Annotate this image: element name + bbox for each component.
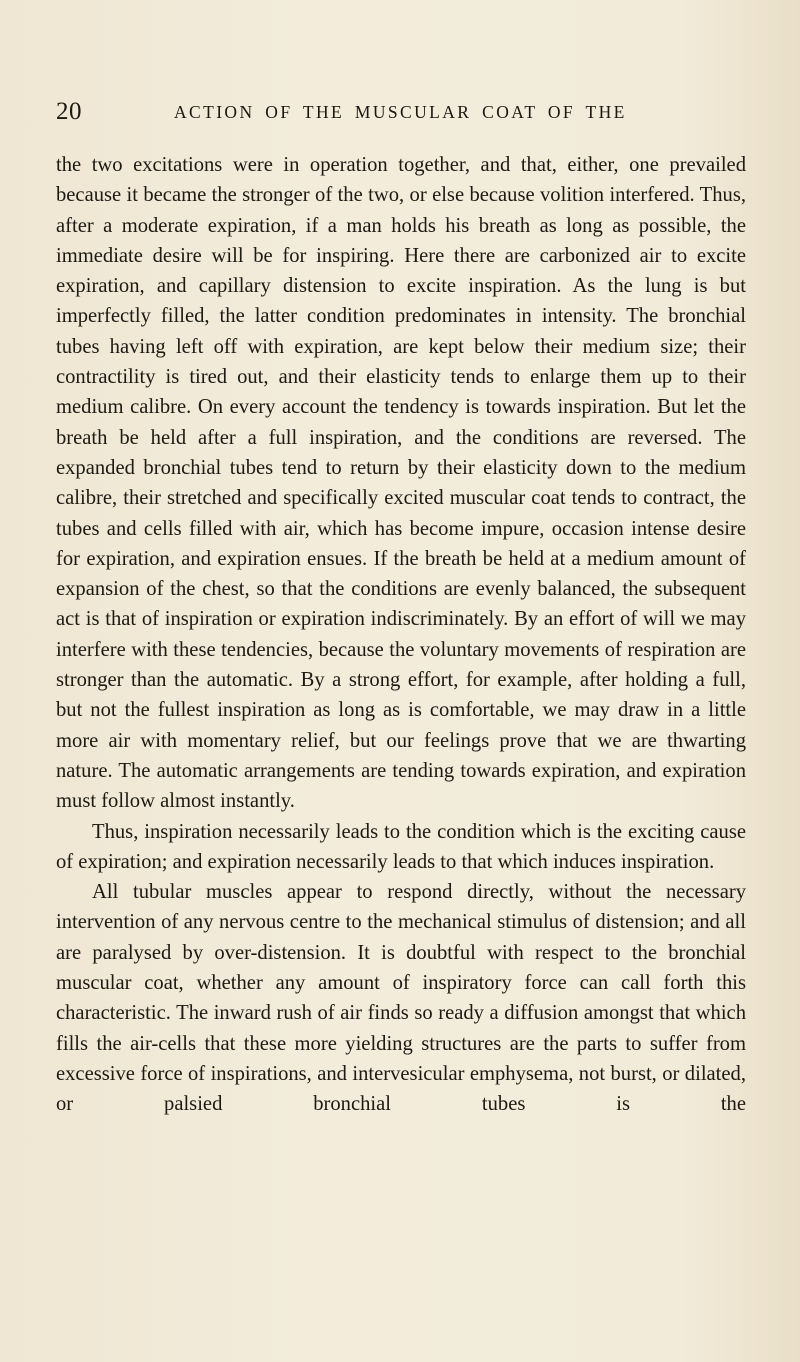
page-header: [56, 98, 746, 128]
page-number: 20: [56, 98, 82, 125]
paragraph-2: Thus, inspiration necessarily leads to the condition which is the exciting cause of expiration; and expiration necessarily leads to that which induces inspiration.: [56, 820, 746, 873]
paragraph-1: the two excitations were in operation together, and that, either, one prevailed because it became the stronger of the two, or else because volition interfered. Thus, after a moderate expiration, if a man holds his breath as long as possible, the immediate desire will be for inspiring. Here there are carbonized air to excite expiration, and capillary distension to excite inspiration. As the lung is but imperfectly filled, the latter condition predominates in intensity. The bronchial tubes having left off with expiration, are kept below their medium size; their contractility is tired out, and their elasticity tends to enlarge them up to their medium calibre. On every account the tendency is towards inspiration. But let the breath be held after a full inspiration, and the conditions are reversed. The expanded bronchial tubes tend to return by their elasticity down to the medium calibre, their stretched and specifically excited muscular coat tends to contract, the tubes and cells filled with air, which has become impure, occasion intense desire for expiration, and expiration ensues. If the breath be held at a medium amount of expansion of the chest, so that the conditions are evenly balanced, the subsequent act is that of inspiration or expiration indiscriminately. By an effort of will we may interfere with these tendencies, because the voluntary movements of respiration are stronger than the automatic. By a strong effort, for example, after holding a full, but not the fullest inspiration as long as is comfortable, we may draw in a little more air with momentary relief, but our feelings prove that we are thwarting nature. The automatic arrangements are tending towards expiration, and expiration must follow almost instantly.: [56, 154, 746, 813]
running-head: ACTION OF THE MUSCULAR COAT OF THE: [174, 102, 627, 122]
body-text: [56, 150, 746, 1120]
paragraph-3: All tubular muscles appear to respond directly, without the necessary intervention of any nervous centre to the mechanical stimulus of distension; and all are paralysed by over-distension. It is doubtful with respect to the bronchial muscular coat, whether any amount of inspiratory force can call forth this characteristic. The inward rush of air finds so ready a diffusion amongst that which fills the air-cells that these more yielding structures are the parts to suffer from excessive force of inspirations, and intervesicular emphysema, not burst, or dilated, or palsied bronchial tubes is the: [56, 881, 746, 1116]
